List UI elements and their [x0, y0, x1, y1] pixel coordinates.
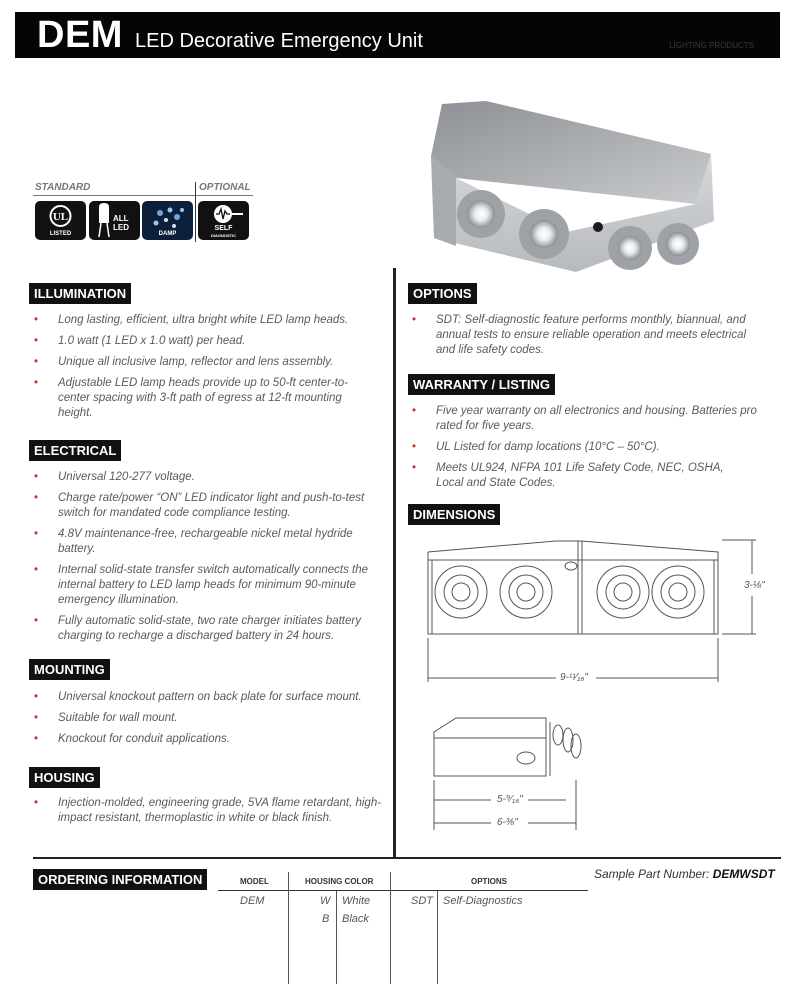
- list-item: • Unique all inclusive lamp, reflector and lens assembly.: [34, 355, 354, 370]
- color-name-white: White: [342, 895, 371, 907]
- optional-label: OPTIONAL: [199, 182, 251, 193]
- title-banner: [15, 12, 780, 58]
- self-diagnostic-icon: [198, 201, 249, 240]
- electrical-heading: ELECTRICAL: [29, 440, 121, 461]
- sample-value: DEMWSDT: [712, 867, 775, 881]
- illumination-heading: ILLUMINATION: [29, 283, 131, 304]
- list-item: • Suitable for wall mount.: [34, 711, 384, 726]
- all-led-icon: [89, 201, 140, 240]
- option-code-sdt: SDT: [411, 895, 433, 907]
- diagnostic-caption: DIAGNOSTIC: [210, 233, 237, 238]
- brand-text: LIGHTING PRODUCTS: [669, 41, 754, 50]
- label-divider: [195, 182, 196, 242]
- self-text: SELF: [214, 225, 233, 232]
- listed-caption: LISTED: [49, 231, 72, 237]
- list-item: • Fully automatic solid-state, two rate charger initiates battery charging to recharge a discharged battery in 24 hours.: [34, 614, 384, 644]
- housing-list: [34, 796, 384, 832]
- list-item: • Universal knockout pattern on back plate for surface mount.: [34, 690, 384, 705]
- column-divider: [393, 268, 396, 858]
- sample-part-number: [594, 867, 775, 881]
- ordering-header-rule: [218, 890, 588, 891]
- dimension-height: 3-⅛": [744, 580, 765, 591]
- list-item: • Knockout for conduit applications.: [34, 732, 384, 747]
- color-code-white: W: [320, 895, 331, 907]
- column-divider: [336, 891, 337, 984]
- dimension-depth-outer: 6-⅜": [497, 817, 518, 828]
- list-item: • Injection-molded, engineering grade, 5VA flame retardant, high-impact resistant, thermoplastic in white or black finish.: [34, 796, 384, 826]
- housing-heading: HOUSING: [29, 767, 100, 788]
- ul-listed-icon: [35, 201, 86, 240]
- column-housing-color: HOUSING COLOR: [305, 877, 374, 886]
- list-item: • Adjustable LED lamp heads provide up to 50-ft center-to-center spacing with 3-ft path of egress at 12-ft mounting height.: [34, 376, 356, 421]
- list-item: • Five year warranty on all electronics and housing. Batteries pro rated for five years.: [412, 404, 762, 434]
- color-name-black: Black: [342, 913, 369, 925]
- electrical-list: [34, 470, 384, 650]
- damp-icon: [142, 201, 193, 240]
- color-code-black: B: [322, 913, 330, 925]
- all-led-text: ALL LED: [113, 214, 129, 232]
- list-item: • SDT: Self-diagnostic feature performs monthly, biannual, and annual tests to ensure reliable operation and meets electrical and life safety codes.: [412, 313, 747, 358]
- dimension-depth-inner: 5-⁹⁄₁₆": [497, 794, 523, 805]
- model-value: DEM: [240, 895, 265, 907]
- illumination-list: [34, 313, 354, 427]
- column-divider: [390, 872, 391, 984]
- dimension-width: 9-¹¹⁄₁₆": [560, 672, 588, 683]
- list-item: • 1.0 watt (1 LED x 1.0 watt) per head.: [34, 334, 354, 349]
- column-model: MODEL: [240, 877, 269, 886]
- product-subtitle: LED Decorative Emergency Unit: [135, 30, 423, 52]
- label-rule: [33, 195, 253, 196]
- list-item: • 4.8V maintenance-free, rechargeable nickel metal hydride battery.: [34, 527, 379, 557]
- standard-label: STANDARD: [35, 182, 91, 193]
- warranty-heading: WARRANTY / LISTING: [408, 374, 555, 395]
- ordering-heading: ORDERING INFORMATION: [33, 869, 207, 890]
- damp-caption: DAMP: [158, 231, 177, 237]
- svg-text:UL: UL: [52, 211, 69, 223]
- dimensions-heading: DIMENSIONS: [408, 504, 500, 525]
- list-item: • UL Listed for damp locations (10°C – 50°C).: [412, 440, 762, 455]
- dimension-drawing: [416, 530, 786, 840]
- options-heading: OPTIONS: [408, 283, 477, 304]
- option-name-sdt: Self-Diagnostics: [443, 895, 523, 907]
- sample-label: Sample Part Number:: [594, 867, 710, 881]
- mounting-list: [34, 690, 384, 753]
- column-divider: [288, 872, 289, 984]
- list-item: • Universal 120-277 voltage.: [34, 470, 384, 485]
- list-item: • Long lasting, efficient, ultra bright white LED lamp heads.: [34, 313, 354, 328]
- column-options: OPTIONS: [471, 877, 508, 886]
- options-list: [412, 313, 747, 364]
- column-divider: [437, 891, 438, 984]
- list-item: • Charge rate/power “ON” LED indicator light and push-to-test switch for mandated code compliance testing.: [34, 491, 384, 521]
- mounting-heading: MOUNTING: [29, 659, 110, 680]
- warranty-list: [412, 404, 762, 497]
- ordering-rule: [33, 857, 781, 859]
- model-name: DEM: [37, 14, 123, 56]
- list-item: • Internal solid-state transfer switch automatically connects the internal battery to LED lamp heads for minimum 90-minute emergency illumination.: [34, 563, 374, 608]
- list-item: • Meets UL924, NFPA 101 Life Safety Code, NEC, OSHA, Local and State Codes.: [412, 461, 752, 491]
- product-image: [426, 96, 721, 274]
